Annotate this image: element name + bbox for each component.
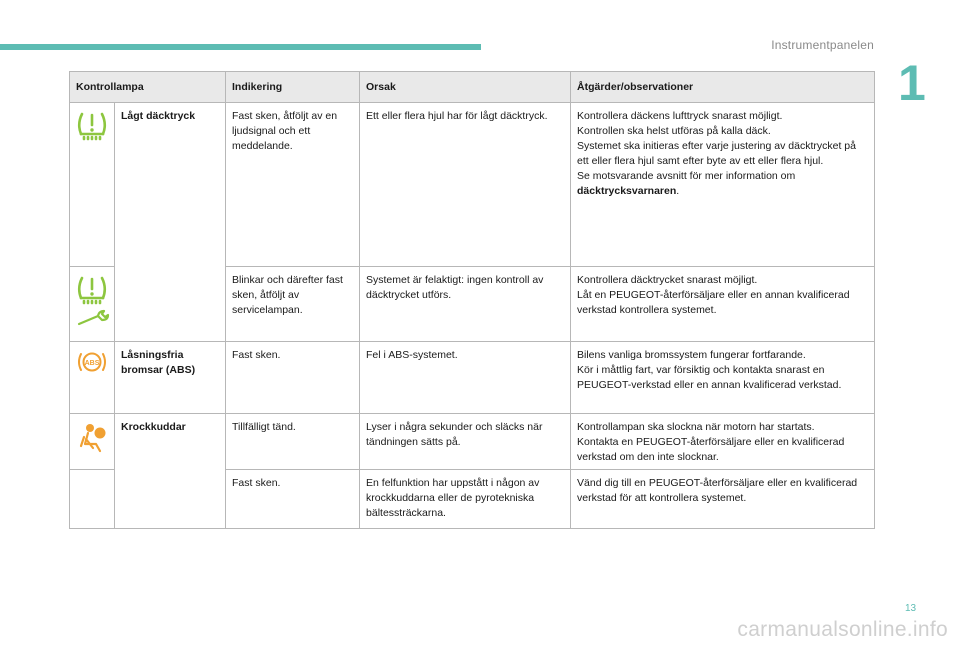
warning-lamp-table <box>69 71 875 529</box>
cause-cell: Systemet är felaktigt: ingen kontroll av däcktrycket utförs. <box>360 267 571 342</box>
abs-icon-text: ABS <box>84 360 100 367</box>
actions-cell <box>571 342 875 414</box>
tire-pressure-warning-icon <box>76 273 108 307</box>
table-row <box>70 342 875 414</box>
reference-prefix: Se motsvarande avsnitt för mer information om <box>577 170 796 182</box>
lamp-name: Lågt däcktryck <box>115 103 226 342</box>
actions-cell <box>571 103 875 267</box>
header-indikering: Indikering <box>226 72 360 103</box>
header-atgarder: Åtgärder/observationer <box>571 72 875 103</box>
cause-cell: Lyser i några sekunder och släcks när tändningen sätts på. <box>360 414 571 470</box>
action-line: Bilens vanliga bromssystem fungerar fortfarande. <box>577 349 806 361</box>
action-line: Systemet ska initieras efter varje justering av däcktrycket på ett eller flera hjul samt efter byte av ett eller flera hjul. <box>577 140 856 167</box>
indication-cell: Blinkar och därefter fast sken, åtföljt av servicelampan. <box>226 267 360 342</box>
lamp-name: Låsningsfria bromsar (ABS) <box>115 342 226 414</box>
cause-cell: Ett eller flera hjul har för lågt däcktryck. <box>360 103 571 267</box>
header-orsak: Orsak <box>360 72 571 103</box>
action-line: Kontakta en PEUGEOT-återförsäljare eller en kvalificerad verkstad om den inte slocknar. <box>577 436 845 463</box>
actions-cell <box>571 414 875 470</box>
icon-cell <box>70 267 115 342</box>
action-line: Kontrollen ska helst utföras på kalla däck. <box>577 125 771 137</box>
icon-cell <box>70 103 115 267</box>
reference-term: däcktrycksvarnaren <box>577 185 677 197</box>
cause-cell: En felfunktion har uppstått i någon av krockkuddarna eller de pyrotekniska bältessträckarna. <box>360 470 571 529</box>
header-kontrollampa: Kontrollampa <box>70 72 226 103</box>
actions-cell <box>571 470 875 529</box>
actions-cell <box>571 267 875 342</box>
action-line: Vänd dig till en PEUGEOT-återförsäljare eller en kvalificerad verkstad för att kontrollera systemet. <box>577 477 858 504</box>
action-line: Kör i måttlig fart, var försiktig och kontakta snarast en PEUGEOT-verkstad eller en annan kvalificerad verkstad. <box>577 364 842 391</box>
indication-cell: Fast sken. <box>226 470 360 529</box>
icon-cell <box>70 342 115 414</box>
icon-cell <box>70 414 115 470</box>
watermark: carmanualsonline.info <box>737 618 948 641</box>
wrench-icon <box>76 309 112 327</box>
action-line: Kontrollera däcktrycket snarast möjligt. <box>577 274 758 286</box>
abs-icon <box>76 348 108 376</box>
reference-suffix: . <box>676 185 680 197</box>
tire-pressure-warning-icon <box>76 109 108 143</box>
icon-cell <box>70 470 115 529</box>
airbag-icon <box>76 420 108 454</box>
cause-cell: Fel i ABS-systemet. <box>360 342 571 414</box>
action-line: Låt en PEUGEOT-återförsäljare eller en annan kvalificerad verkstad kontrollera systemet. <box>577 289 850 316</box>
action-line: Kontrollera däckens lufttryck snarast möjligt. <box>577 110 783 122</box>
table-row <box>70 103 875 267</box>
section-title: Instrumentpanelen <box>771 38 874 52</box>
indication-cell: Fast sken. <box>226 342 360 414</box>
lamp-name: Krockkuddar <box>115 414 226 529</box>
indication-cell: Tillfälligt tänd. <box>226 414 360 470</box>
action-reference <box>577 169 868 199</box>
table-header-row <box>70 72 875 103</box>
page-number: 13 <box>905 603 917 614</box>
action-line: Kontrollampan ska slockna när motorn har startats. <box>577 421 815 433</box>
table-row <box>70 414 875 470</box>
chapter-number: 1 <box>898 55 926 111</box>
indication-cell: Fast sken, åtföljt av en ljudsignal och ett meddelande. <box>226 103 360 267</box>
header-accent-bar <box>0 44 481 50</box>
